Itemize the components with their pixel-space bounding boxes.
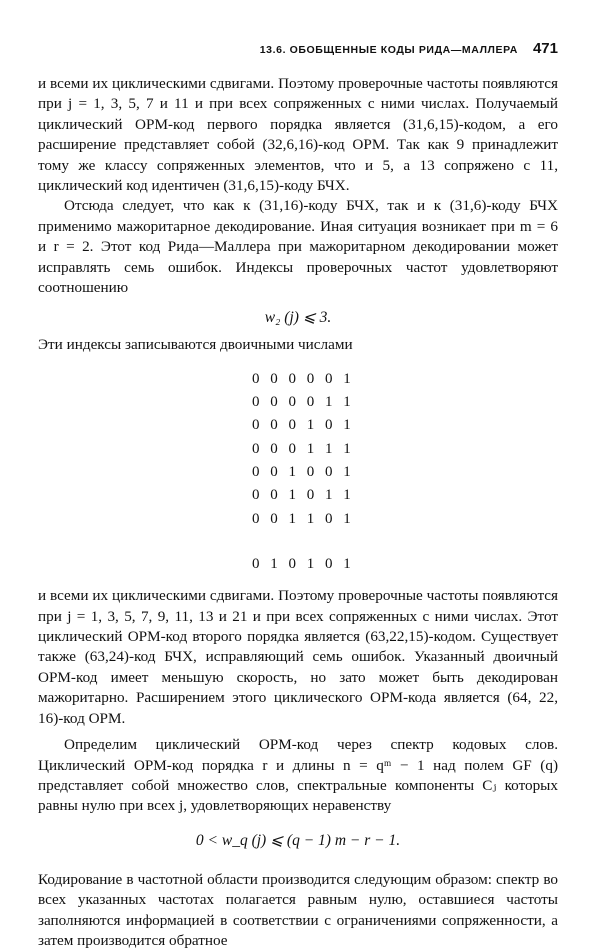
paragraph-1: и всеми их циклическими сдвигами. Поэтому проверочные частоты появляются при j = 1, 3, 5, 7 и 11 и при всех сопряженных с ними числах. Получаемый циклический ОРМ-код первого порядка является (31,6,15)-кодом, а его расширение представляет собой (32,6,16)-код ОРМ. Так как 9 принадлежит тому же классу сопряженных элементов, что и 5, а 13 сопряжено с 11, циклический код идентичен (31,6,15)-коду БЧХ. [38, 75, 558, 195]
binary-sequence: 0 1 0 1 0 1 [252, 555, 355, 572]
weight-condition-formula: w₂ (j) ⩽ 3. [264, 309, 332, 327]
binary-sequence: 0 0 0 1 0 1 [252, 417, 355, 434]
binary-sequence: 0 0 0 1 1 1 [252, 440, 355, 457]
page-number: 471 [532, 40, 558, 57]
running-header [38, 40, 558, 64]
paragraph-2: Отсюда следует, что как к (31,16)-коду БЧХ, так и к (31,6)-коду БЧХ применимо мажоритарное декодирование. Иная ситуация возникает при m = 6 и r = 2. Этот код Рида—Маллера при мажоритарном декодировании может исправлять семь ошибок. Индексы проверочных частот удовлетворяют соотношению [38, 197, 558, 297]
book-page [38, 40, 558, 951]
binary-sequence: 0 0 0 0 1 1 [252, 394, 355, 411]
paragraph-3: Эти индексы записываются двоичными числами [38, 336, 353, 354]
binary-sequence: 0 0 1 0 0 1 [252, 464, 355, 481]
paragraph-6: Кодирование в частотной области производится следующим образом: спектр во всех указанных частотах полагается равным нулю, оставшиеся частоты заполняются информацией в соответствии с ограничениями сопряженности, а затем производится обратное [38, 870, 558, 949]
binary-sequence-list [38, 368, 558, 576]
paragraph-5: Определим циклический ОРМ-код через спектр кодовых слов. Циклический ОРМ-код порядка r и длины n = qᵐ − 1 над полем GF (q) представляет собой множество слов, спектральные компоненты Cⱼ которых равны нулю при всех j, удовлетворяющих неравенству [38, 736, 558, 815]
paragraph-4: и всеми их циклическими сдвигами. Поэтому проверочные частоты появляются при j = 1, 3, 5, 7, 9, 11, 13 и 21 и при всех сопряженных с ними числах. Этот циклический ОРМ-код второго порядка является (63,22,15)-кодом. Существует также (63,24)-код БЧХ, исправляющий семь ошибок. Указанный двоичный ОРМ-код имеет меньшую скорость, но зато может быть декодирован мажоритарно. Расширением этого циклического ОРМ-кода является (64, 22, 16)-код ОРМ. [38, 587, 558, 727]
section-title: 13.6. ОБОБЩЕННЫЕ КОДЫ РИДА—МАЛЛЕРА [259, 44, 518, 56]
inequality-formula: 0 < w_q (j) ⩽ (q − 1) m − r − 1. [195, 831, 401, 849]
binary-sequence: 0 0 1 0 1 1 [252, 487, 355, 504]
binary-sequence: 0 0 0 0 0 1 [252, 370, 355, 387]
binary-sequence: 0 0 1 1 0 1 [252, 510, 355, 527]
